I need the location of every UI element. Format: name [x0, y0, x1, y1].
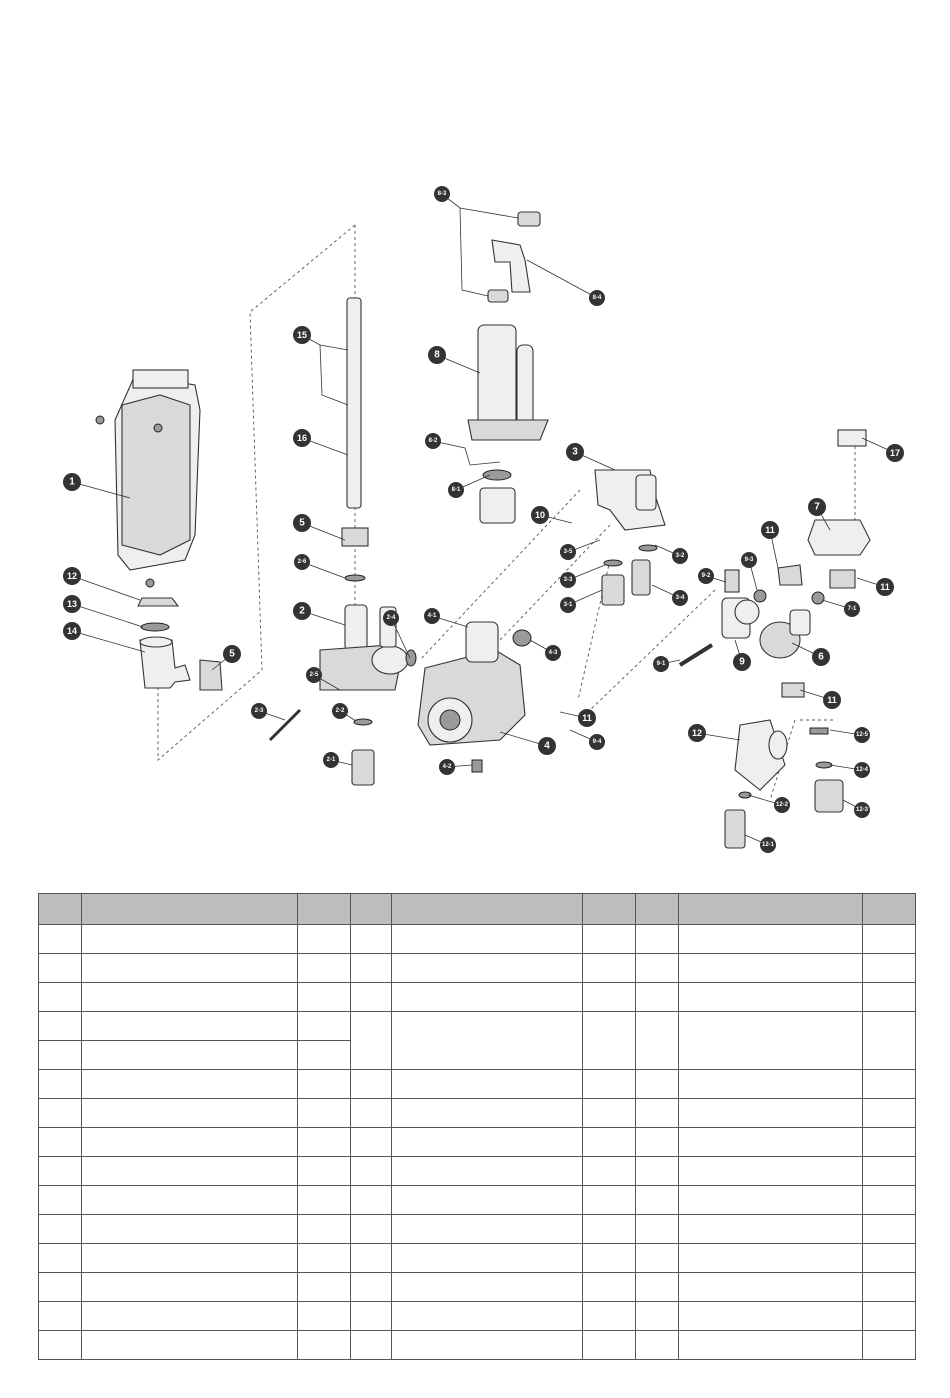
callout-14: [63, 622, 81, 640]
callout-10: [531, 506, 549, 524]
svg-text:4: 4: [544, 740, 550, 752]
callout-12-5: [854, 727, 870, 743]
table-header-row: [39, 894, 916, 925]
table-row: [39, 1215, 916, 1244]
table-row: [39, 1070, 916, 1099]
svg-text:16: 16: [296, 433, 308, 443]
header-cell: [39, 894, 82, 925]
callout-11-mid: [578, 709, 596, 727]
callout-8-1: [448, 482, 464, 498]
callout-2-3: [251, 703, 267, 719]
callout-3: [566, 443, 584, 461]
callout-11-right-a: [761, 521, 779, 539]
svg-text:9-1: 9-1: [656, 661, 666, 667]
callout-12-2: [774, 797, 790, 813]
svg-text:12-3: 12-3: [855, 807, 869, 813]
svg-text:14: 14: [66, 626, 78, 636]
svg-text:2-3: 2-3: [254, 708, 264, 714]
svg-text:5: 5: [299, 517, 305, 529]
svg-text:9-3: 9-3: [744, 557, 754, 563]
callout-17: [886, 444, 904, 462]
callout-2-1: [323, 752, 339, 768]
callout-16: [293, 429, 311, 447]
svg-text:4-3: 4-3: [548, 650, 558, 656]
callout-15: [293, 326, 311, 344]
svg-text:6: 6: [818, 651, 824, 663]
svg-text:12: 12: [691, 728, 703, 738]
table-row: [39, 1099, 916, 1128]
table-row: [39, 1157, 916, 1186]
svg-text:7-1: 7-1: [847, 606, 857, 612]
callout-7-1: [844, 601, 860, 617]
svg-text:2-2: 2-2: [335, 708, 345, 714]
svg-text:8-3: 8-3: [437, 191, 447, 197]
svg-text:12: 12: [66, 571, 78, 581]
svg-text:2-6: 2-6: [297, 559, 307, 565]
svg-text:8: 8: [434, 349, 440, 361]
table-row: [39, 1244, 916, 1273]
callout-9: [733, 653, 751, 671]
header-cell: [636, 894, 679, 925]
header-cell: [351, 894, 392, 925]
table-row: [39, 1273, 916, 1302]
svg-text:2-1: 2-1: [326, 757, 336, 763]
callout-3-3: [560, 572, 576, 588]
svg-text:11: 11: [765, 525, 775, 535]
part-left-fittings: [138, 598, 222, 690]
header-cell: [392, 894, 583, 925]
part-manifold: [270, 605, 416, 785]
svg-text:2-4: 2-4: [386, 615, 396, 621]
callout-11-right-b: [876, 578, 894, 596]
part-lower-right-valve: [725, 683, 843, 848]
svg-text:11: 11: [827, 695, 837, 705]
callout-5-mid: [293, 514, 311, 532]
header-cell: [863, 894, 916, 925]
svg-text:17: 17: [889, 448, 901, 458]
svg-text:8-4: 8-4: [592, 295, 602, 301]
header-cell: [298, 894, 351, 925]
callout-8-2: [425, 433, 441, 449]
callout-12-3: [854, 802, 870, 818]
svg-text:11: 11: [582, 713, 592, 723]
svg-text:2-5: 2-5: [309, 672, 319, 678]
callout-2-5: [306, 667, 322, 683]
svg-text:8-2: 8-2: [428, 438, 438, 444]
callout-9-1: [653, 656, 669, 672]
callout-3-4: [672, 590, 688, 606]
svg-text:9: 9: [739, 656, 745, 668]
svg-text:7: 7: [814, 501, 820, 513]
svg-text:5: 5: [229, 648, 235, 660]
table-row: [39, 1012, 916, 1041]
svg-text:3-5: 3-5: [563, 549, 573, 555]
callout-1: [63, 473, 81, 491]
svg-text:12-4: 12-4: [855, 767, 869, 773]
callout-4-3: [545, 645, 561, 661]
svg-text:3-3: 3-3: [563, 577, 573, 583]
table-row: [39, 954, 916, 983]
table-row: [39, 1302, 916, 1331]
callout-9-4: [589, 734, 605, 750]
callout-8-4: [589, 290, 605, 306]
svg-text:9-4: 9-4: [592, 739, 602, 745]
svg-text:4-1: 4-1: [427, 613, 437, 619]
callout-2-2: [332, 703, 348, 719]
svg-text:12-5: 12-5: [855, 732, 869, 738]
svg-text:3-2: 3-2: [675, 553, 685, 559]
callout-13: [63, 595, 81, 613]
svg-text:3-4: 3-4: [675, 595, 685, 601]
callout-4: [538, 737, 556, 755]
table-row: [39, 925, 916, 954]
table-row: [39, 1186, 916, 1215]
part-tube: [342, 298, 368, 581]
header-cell: [679, 894, 863, 925]
callout-8-3: [434, 186, 450, 202]
callout-12-1: [760, 837, 776, 853]
svg-text:15: 15: [296, 330, 308, 340]
part-heat-exchanger: [96, 370, 200, 587]
callout-3-5: [560, 544, 576, 560]
svg-text:3: 3: [572, 446, 578, 458]
table-row: [39, 1331, 916, 1360]
svg-text:13: 13: [66, 599, 78, 609]
parts-list-table: [38, 893, 916, 1360]
callout-12-right: [688, 724, 706, 742]
svg-text:11: 11: [880, 582, 890, 592]
svg-text:10: 10: [534, 510, 546, 520]
svg-text:1: 1: [69, 476, 75, 488]
table-row: [39, 983, 916, 1012]
callout-9-3: [741, 552, 757, 568]
callout-2-6: [294, 554, 310, 570]
part-valve-body: [595, 470, 665, 605]
callout-6: [812, 648, 830, 666]
svg-text:2: 2: [299, 605, 305, 617]
callout-12: [63, 567, 81, 585]
callout-11-lower: [823, 691, 841, 709]
svg-text:12-1: 12-1: [761, 842, 775, 848]
svg-text:12-2: 12-2: [775, 802, 789, 808]
callout-2: [293, 602, 311, 620]
callout-9-2: [698, 568, 714, 584]
callout-5-left: [223, 645, 241, 663]
callout-4-2: [439, 759, 455, 775]
header-cell: [82, 894, 298, 925]
callout-12-4: [854, 762, 870, 778]
table-row: [39, 1128, 916, 1157]
callout-3-2: [672, 548, 688, 564]
part-right-fittings: [680, 430, 870, 665]
svg-text:9-2: 9-2: [701, 573, 711, 579]
callout-7: [808, 498, 826, 516]
svg-text:3-1: 3-1: [563, 602, 573, 608]
part-filter-housing: [468, 212, 548, 523]
callout-4-1: [424, 608, 440, 624]
callout-8: [428, 346, 446, 364]
header-cell: [583, 894, 636, 925]
svg-text:4-2: 4-2: [442, 764, 452, 770]
callout-3-1: [560, 597, 576, 613]
svg-text:8-1: 8-1: [451, 487, 461, 493]
callout-2-4: [383, 610, 399, 626]
